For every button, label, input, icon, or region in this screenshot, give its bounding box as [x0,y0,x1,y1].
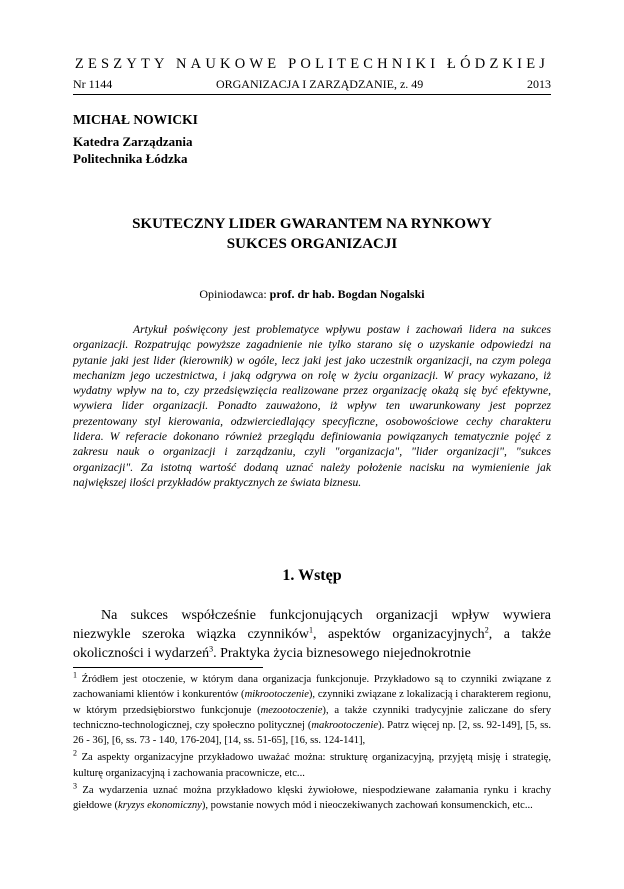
footnote-1 [73,672,551,748]
body-text-segment: , aspektów organizacyjnych [312,627,485,642]
author-name: MICHAŁ NOWICKI [73,112,198,127]
footnote-ref-1[interactable]: 1 [308,625,313,635]
paper-title [73,214,551,254]
footnote-3 [73,783,551,814]
body-text-segment: , a także okoliczności i wydarzeń [73,627,552,661]
footnote-italic: makrootoczenie [311,719,379,731]
series-info: ORGANIZACJA I ZARZĄDZANIE, z. 49 [215,77,424,91]
footnote-text: ), a także czynniki tradycyjnie zaliczane do sfery techniczno-technologicznej, czy społeczno politycznej ( [73,704,551,731]
paper-title-line-1: SKUTECZNY LIDER GWARANTEM NA RYNKOWY [132,216,492,232]
footnote-text: Źródłem jest otoczenie, w którym dana organizacja funkcjonuje. Przykładowo są to czynniki związane z zachowaniami klientów i konkurentów ( [73,674,551,701]
footnote-text: ), czynniki związane z lokalizacją i charakterem regionu, w którym przedsiębiorstwo funkcjonuje ( [73,689,552,716]
body-paragraph [73,606,551,663]
footnote-text: ), powstanie nowych mód i nieoczekiwanych zachowań konsumenckich, etc... [201,800,533,812]
footnote-italic: mikrootoczenie [244,689,309,701]
author-department: Katedra Zarządzania [73,134,193,149]
issue-year: 2013 [527,77,551,91]
footnote-ref-3[interactable]: 3 [209,644,214,654]
body-text-segment: Na sukces współcześnie funkcjonujących organizacji wpływ wywiera niezwykle szeroka wiązka czynników [73,608,551,642]
footnote-italic: kryzys ekonomiczny [118,800,202,812]
paper-title-line-2: SUKCES ORGANIZACJI [226,236,398,252]
footnote-ref-2[interactable]: 2 [484,625,489,635]
header-divider [73,94,551,95]
footnotes [73,672,551,816]
reviewer-line [73,287,551,302]
footnote-number: 1 [73,670,77,680]
journal-title: ZESZYTY NAUKOWE POLITECHNIKI ŁÓDZKIEJ [74,56,550,72]
issue-number: Nr 1144 [73,77,113,91]
footnote-number: 2 [73,748,77,758]
author-university: Politechnika Łódzka [73,151,188,166]
body-text-segment: . Praktyka życia biznesowego niejednokrotnie [213,646,471,661]
issue-info-row [73,77,551,92]
section-heading: 1. Wstęp [282,567,342,584]
reviewer-name: prof. dr hab. Bogdan Nogalski [269,287,425,301]
footnote-text: ). Patrz więcej np. [2, ss. 92-149], [5, ss. 26 - 36], [6, ss. 73 - 140, 176-204], [14, ss. 51-65], [16, ss. 124-141], [73,719,551,747]
footnote-text: Za aspekty organizacyjne przykładowo uważać można: strukturę organizacyjną, przyjętą misję i strategię, kulturę organizacyjną i zachowania pracownicze, etc... [73,752,551,779]
footnote-text: Za wydarzenia uznać można przykładowo klęski żywiołowe, niespodziewane załamania rynku i krachy giełdowe ( [73,785,551,812]
abstract: Artykuł poświęcony jest problematyce wpływu postaw i zachowań lidera na sukces organizacji. Rozpatrując powyższe zagadnienie nie tylko starano się o uzyskanie odpowiedzi na pytanie jaki jest lider (kierownik) w ogóle, lecz jaki jest jako uczestnik organizacji, na czym polega mechanizm jego uczestnictwa, i jaką odgrywa on rolę w życiu organizacji. W pracy wykazano, iż wydatny wpływ na to, czy przedsięwzięcia realizowane przez organizację okażą się być efektywne, wywiera lider organizacji. Ponadto zauważono, iż wpływ ten uwarunkowany jest poprzez prezentowany styl kierowania, odzwierciedlający specyficzne, osobowościowe cechy charakteru lidera. W referacie dokonano również przeglądu definiowania powiązanych tematycznie pojęć z zakresu nauk o organizacji i zarządzaniu, czyli "organizacja", "lider organizacji", "sukces organizacji". Za istotną wartość dodaną uznać należy położenie nacisku na wymienienie jak największej ilości przykładów praktycznych ze świata biznesu. [73,323,551,489]
reviewer-label: Opiniodawca: [199,287,270,301]
footnote-2 [73,750,551,781]
footnote-italic: mezootoczenie [260,704,323,716]
footnote-number: 3 [73,781,77,791]
footnote-divider [73,667,263,668]
